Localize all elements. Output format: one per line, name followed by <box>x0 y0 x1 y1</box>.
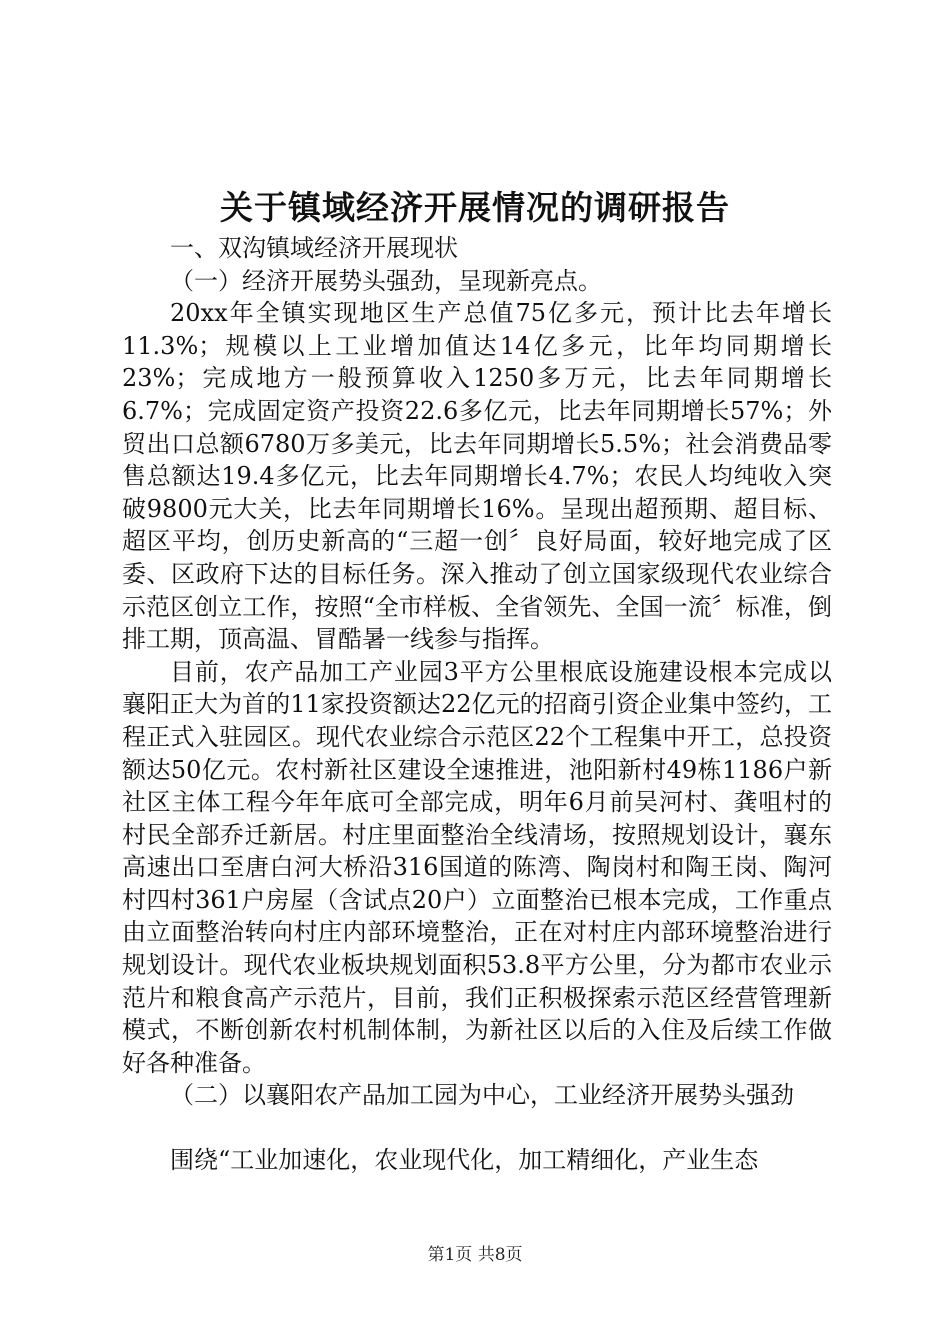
section-heading: 一、双沟镇域经济开展现状 <box>170 234 458 262</box>
document-body <box>122 232 832 1177</box>
subsection-heading: （二）以襄阳农产品加工园为中心，工业经济开展势头强劲 <box>170 1081 794 1110</box>
body-paragraph: 目前，农产品加工产业园3平方公里根底设施建设根本完成以襄阳正大为首的11家投资额达22亿元的招商引资企业集中签约，工程正式入驻园区。现代农业综合示范区22个工程集中开工，总投资额达50亿元。农村新社区建设全速推进，池阳新村49栋1186户新社区主体工程今年年底可全部完成，明年6月前吴河村、龚咀村的村民全部乔迁新居。村庄里面整治全线清场，按照规划设计，襄东高速出口至唐白河大桥沿316国道的陈湾、陶岗村和陶王岗、陶河村四村361户房屋（含试点20户）立面整治已根本完成，工作重点由立面整治转向村庄内部环境整治，正在对村庄内部环境整治进行规划设计。现代农业板块规划面积53.8平方公里，分为都市农业示范片和粮食高产示范片，目前，我们正积极探索示范区经营管理新模式，不断创新农村机制体制，为新社区以后的入住及后续工作做好各种准备。 <box>122 657 832 1077</box>
page-number: 第1页 共8页 <box>427 1245 523 1265</box>
body-paragraph: 20xx年全镇实现地区生产总值75亿多元，预计比去年增长11.3%；规模以上工业增加值达14亿多元，比年均同期增长23%；完成地方一般预算收入1250多万元，比去年同期增长6.7%；完成固定资产投资22.6多亿元，比去年同期增长57%；外贸出口总额6780万多美元，比去年同期增长5.5%；社会消费品零售总额达19.4多亿元，比去年同期增长4.7%；农民人均纯收入突破9800元大关，比去年同期增长16%。呈现出超预期、超目标、超区平均，创历史新高的“三超一创〞良好局面，较好地完成了区委、区政府下达的目标任务。深入推动了创立国家级现代农业综合示范区创立工作，按照“全市样板、全省领先、全国一流〞标准，倒排工期，顶高温、冒酷暑一线参与指挥。 <box>122 299 832 654</box>
document-title: 关于镇域经济开展情况的调研报告 <box>220 188 730 227</box>
body-paragraph: 围绕“工业加速化，农业现代化，加工精细化，产业生态 <box>170 1146 759 1175</box>
subsection-heading: （一）经济开展势头强劲，呈现新亮点。 <box>170 266 602 295</box>
